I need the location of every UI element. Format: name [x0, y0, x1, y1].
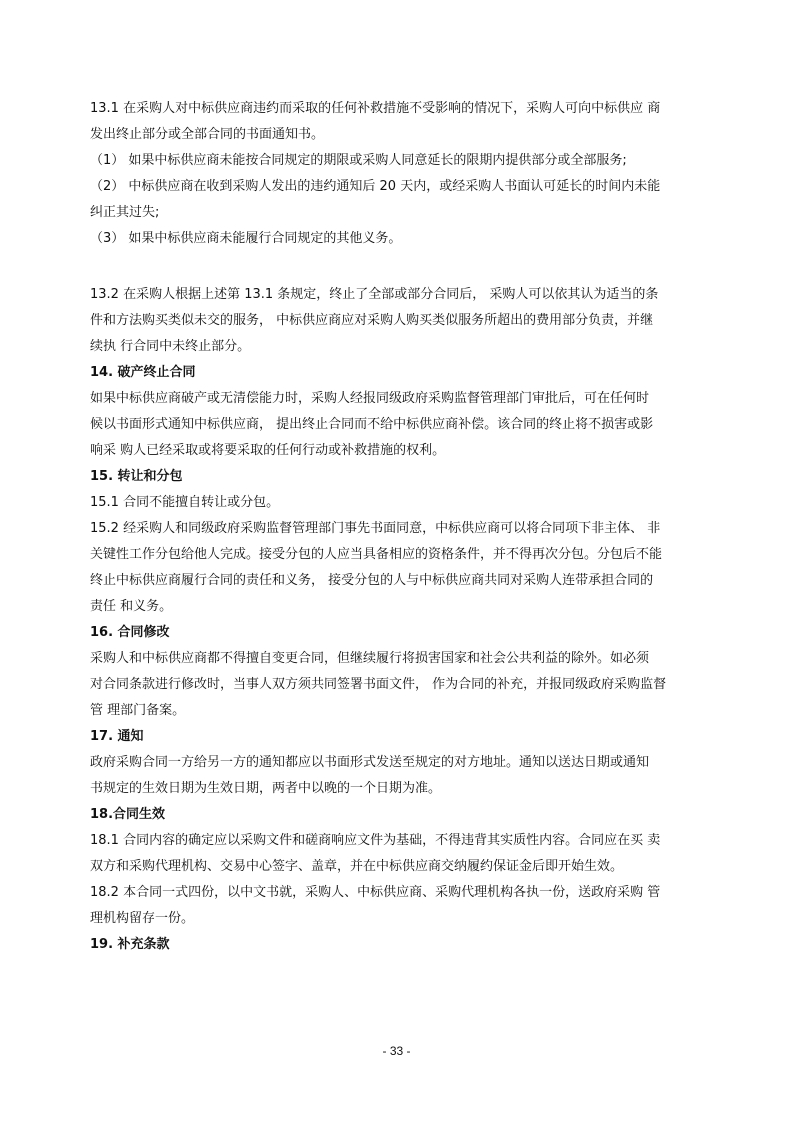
clause-13-2 — [90, 282, 716, 360]
paragraph-line: 双方和采购代理机构、交易中心签字、盖章，并在中标供应商交纳履约保证金后即开始生效。 — [90, 859, 624, 874]
paragraph-line: 政府采购合同一方给另一方的通知都应以书面形式发送至规定的对方地址。通知以送达日期或通知 — [90, 755, 650, 770]
paragraph-line: 责任 和义务。 — [90, 599, 173, 614]
paragraph-line: 续执 行合同中未终止部分。 — [90, 339, 251, 354]
section-14 — [90, 360, 716, 464]
paragraph-line: 13.1 在采购人对中标供应商违约而采取的任何补救措施不受影响的情况下，采购人可向中标供应 商 — [90, 101, 661, 116]
section-heading: 17. 通知 — [90, 729, 144, 744]
paragraph-line: 对合同条款进行修改时，当事人双方须共同签署书面文件， 作为合同的补充，并报同级政府采购监督 — [90, 677, 667, 692]
page-body — [90, 96, 716, 958]
section-heading: 14. 破产终止合同 — [90, 365, 196, 380]
page-number: - 33 - — [382, 1044, 411, 1058]
paragraph-line: 响采 购人已经采取或将要采取的任何行动或补救措施的权利。 — [90, 443, 446, 458]
paragraph-line: 终止中标供应商履行合同的责任和义务， 接受分包的人与中标供应商共同对采购人连带承担合同的 — [90, 573, 654, 588]
clause-13-1 — [90, 96, 716, 252]
paragraph-line: 13.2 在采购人根据上述第 13.1 条规定，终止了全部或部分合同后， 采购人可以依其认为适当的条 — [90, 287, 659, 302]
section-heading: 15. 转让和分包 — [90, 469, 183, 484]
paragraph-line: 15.2 经采购人和同级政府采购监督管理部门事先书面同意，中标供应商可以将合同项下非主体、 非 — [90, 521, 661, 536]
paragraph-line: 18.2 本合同一式四份，以中文书就，采购人、中标供应商、采购代理机构各执一份，送政府采购 管 — [90, 885, 661, 900]
section-heading: 18.合同生效 — [90, 807, 166, 822]
section-17 — [90, 724, 716, 802]
paragraph-gap — [90, 252, 716, 282]
paragraph-line: 如果中标供应商破产或无清偿能力时，采购人经报同级政府采购监督管理部门审批后，可在任何时 — [90, 391, 650, 406]
paragraph-line: 发出终止部分或全部合同的书面通知书。 — [90, 127, 325, 142]
paragraph-line: （3） 如果中标供应商未能履行合同规定的其他义务。 — [90, 231, 402, 246]
paragraph-line: 15.1 合同不能擅自转让或分包。 — [90, 495, 280, 510]
paragraph-line: 管 理部门备案。 — [90, 703, 186, 718]
paragraph-line: 采购人和中标供应商都不得擅自变更合同，但继续履行将损害国家和社会公共利益的除外。如必须 — [90, 651, 650, 666]
section-15 — [90, 464, 716, 620]
paragraph-line: 理机构留存一份。 — [90, 911, 195, 926]
paragraph-line: 纠正其过失; — [90, 205, 160, 220]
paragraph-line: 关键性工作分包给他人完成。接受分包的人应当具备相应的资格条件，并不得再次分包。分包后不能 — [90, 547, 663, 562]
section-heading: 16. 合同修改 — [90, 625, 170, 640]
section-16 — [90, 620, 716, 724]
section-18 — [90, 802, 716, 932]
paragraph-line: 18.1 合同内容的确定应以采购文件和磋商响应文件为基础，不得违背其实质性内容。合同应在买 卖 — [90, 833, 661, 848]
section-19 — [90, 932, 716, 958]
section-heading: 19. 补充条款 — [90, 937, 170, 952]
paragraph-line: （2） 中标供应商在收到采购人发出的违约通知后 20 天内，或经采购人书面认可延长的时间内未能 — [90, 179, 661, 194]
paragraph-line: 书规定的生效日期为生效日期，两者中以晚的一个日期为准。 — [90, 781, 442, 796]
paragraph-line: 件和方法购买类似未交的服务， 中标供应商应对采购人购买类似服务所超出的费用部分负责，并继 — [90, 313, 654, 328]
paragraph-line: （1） 如果中标供应商未能按合同规定的期限或采购人同意延长的限期内提供部分或全部服务; — [90, 153, 627, 168]
paragraph-line: 候以书面形式通知中标供应商， 提出终止合同而不给中标供应商补偿。该合同的终止将不损害或影 — [90, 417, 654, 432]
